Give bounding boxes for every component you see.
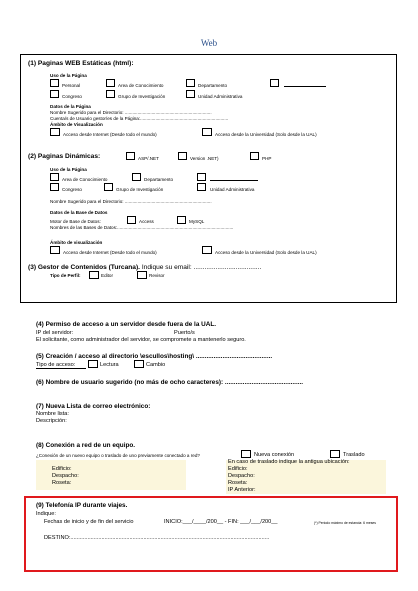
s5-lectura-checkbox[interactable] (88, 360, 98, 368)
s2-title: (2) Paginas Dinámicas: (28, 153, 101, 160)
s2-motor-label: Motor de Base de Datos: (50, 219, 101, 224)
s1-area-checkbox[interactable] (106, 79, 115, 87)
s2-opt-grupo: Grupo de Investigación (116, 187, 164, 192)
s9-inicio-fin-field[interactable]: INICIO:___/____/200__ - FIN: ___/___/200__ (164, 519, 278, 525)
s3-perfil-label: Tipo de Perfil: (50, 273, 81, 278)
s8-question: ¿Conexión de un nuevo equipo o traslado de uno previamente conectado a red? (36, 453, 200, 458)
s2-univ-label: Acceso desde la Universidad (Solo desde la UAL) (215, 250, 317, 255)
s2-bd-title: Datos de la Base de Datos (50, 210, 108, 215)
s8-left-edificio[interactable]: Edificio: (52, 466, 72, 472)
s2-access-checkbox[interactable] (127, 216, 136, 224)
s1-opt-unidad: Unidad Administrativa (198, 94, 243, 99)
s2-grupo-checkbox[interactable] (104, 183, 113, 191)
s1-internet-label: Acceso desde Internet (Desde todo el mundo) (63, 132, 157, 137)
s8-right-edificio[interactable]: Edificio: (228, 466, 248, 472)
s2-access-label: Access (139, 219, 154, 224)
s1-depto-checkbox[interactable] (186, 79, 195, 87)
s5-tipo-underline (36, 368, 86, 369)
s2-opt-area: Area de Conocimiento (62, 177, 108, 182)
s1-univ-label: Acceso desde la Universidad (Solo desde la UAL) (215, 132, 317, 137)
s2-area-checkbox[interactable] (50, 173, 59, 181)
s3-revisor-label: Revisor (149, 273, 165, 278)
s2-php-checkbox[interactable] (250, 152, 259, 160)
s1-ambito-title: Ámbito de Visualización (50, 122, 103, 127)
s8-traslado-label: Traslado (343, 452, 365, 458)
s2-mysql-checkbox[interactable] (177, 216, 186, 224)
s1-univ-checkbox[interactable] (202, 128, 212, 136)
s8-right-title: En caso de traslado indique la antigua ubicación: (228, 459, 350, 465)
s8-left-despacho[interactable]: Despacho: (52, 473, 79, 479)
s8-nueva-checkbox[interactable] (241, 450, 251, 458)
s1-personal-checkbox[interactable] (50, 79, 59, 87)
s5-cambio-label: Cambio (146, 362, 166, 368)
s1-opt-area: Area de Conocimiento (118, 83, 164, 88)
s8-nueva-label: Nueva conexión (254, 452, 295, 458)
s9-fechas-label: Fechas de inicio y de fin del servicio (44, 519, 134, 525)
s8-traslado-checkbox[interactable] (330, 450, 340, 458)
s1-congreso-checkbox[interactable] (50, 90, 59, 98)
s1-unidad-checkbox[interactable] (186, 90, 195, 98)
s1-opt-personal: Personal (62, 83, 81, 88)
s3-editor-checkbox[interactable] (89, 271, 99, 279)
s2-asp-checkbox[interactable] (126, 152, 135, 160)
s2-opt-depto: Departamento (144, 177, 174, 182)
s2-mysql-label: MySQL (189, 219, 205, 224)
s4-title: (4) Permiso de acceso a un servidor desde fuera de la UAL. (36, 321, 217, 328)
s4-puerto-field[interactable]: Puerto/s (174, 330, 195, 336)
s1-datos-title: Datos de la Página (50, 104, 91, 109)
s2-tablas-field[interactable]: Nombres de las Bases de Datos:........................................................................................... (50, 225, 234, 230)
s1-uso-title: Uso de la Página (50, 73, 87, 78)
s8-left-roseta[interactable]: Roseta: (52, 480, 72, 486)
s2-univ-checkbox[interactable] (202, 246, 212, 254)
s2-internet-label: Acceso desde Internet (Desde todo el mundo) (63, 250, 157, 255)
page-header-title: Web (200, 38, 218, 48)
s2-version-label: Version .NET) (190, 156, 219, 161)
s2-other-line[interactable] (210, 180, 258, 181)
s1-opt-congreso: Congreso (62, 94, 82, 99)
s1-opt-depto: Departamento (198, 83, 228, 88)
s4-ip-field[interactable]: IP del servidor: (36, 330, 74, 336)
s3-editor-label: Editor (101, 273, 114, 278)
s2-other-checkbox[interactable] (197, 173, 206, 181)
s5-tipo-label: Tipo de acceso: (36, 362, 76, 368)
s4-note: El solicitante, como administrador del servidor, se compromete a mantenerlo seguro. (36, 337, 246, 343)
s8-title: (8) Conexión a red de un equipo. (36, 442, 136, 449)
s5-lectura-label: Lectura (100, 362, 119, 368)
s1-nombre-field[interactable]: Nombre Sugerido para el Directorio: .................................................................... (50, 110, 212, 115)
s1-opt-grupo: Grupo de Investigación (118, 94, 166, 99)
s1-other-line[interactable] (284, 86, 326, 87)
s7-desc-field[interactable]: Descripción: (36, 418, 67, 424)
s5-cambio-checkbox[interactable] (134, 360, 144, 368)
s9-title: (9) Telefonía IP durante viajes. (36, 502, 128, 509)
s2-opt-congreso: Congreso (62, 187, 82, 192)
s2-nombre-field[interactable]: Nombre Sugerido para el Directorio: .................................................................... (50, 199, 212, 204)
s9-note: (*) Periodo máximo de estancia: 6 meses (314, 521, 376, 525)
s3-title (28, 264, 261, 271)
s8-right-roseta[interactable]: Roseta: (228, 480, 248, 486)
s1-title: (1) Paginas WEB Estáticas (html): (28, 60, 134, 67)
s3-revisor-checkbox[interactable] (137, 271, 147, 279)
s8-right-ip[interactable]: IP Anterior: (228, 487, 256, 493)
s2-opt-unidad: Unidad Administrativa (210, 187, 255, 192)
s1-cuenta-field[interactable]: Cuenta/s de Usuario gestor/es de la Página:..................................................................... (50, 116, 229, 121)
s1-internet-checkbox[interactable] (50, 128, 60, 136)
s3-email-field[interactable]: Indique su email: ..................................... (141, 264, 262, 271)
s7-nombre-field[interactable]: Nombre lista: (36, 411, 69, 417)
s2-depto-checkbox[interactable] (132, 173, 141, 181)
s2-unidad-checkbox[interactable] (197, 183, 206, 191)
s6-title[interactable]: (6) Nombre de usuario sugerido (no más de ocho caracteres): ............................................ (36, 379, 304, 386)
s2-version-checkbox[interactable] (178, 152, 187, 160)
s2-php-label: PHP (262, 156, 272, 161)
s2-asp-label: ASP/.NET (138, 156, 159, 161)
s8-right-despacho[interactable]: Despacho: (228, 473, 255, 479)
s2-internet-checkbox[interactable] (50, 246, 60, 254)
s3-title-text: (3) Gestor de Contenidos (Turcana). (28, 264, 140, 271)
s9-destino-field[interactable]: DESTINO:................................................................................................................................ (44, 535, 270, 541)
s1-other-checkbox[interactable] (270, 79, 279, 87)
s2-uso-title: Uso de la Página (50, 167, 87, 172)
s1-grupo-checkbox[interactable] (106, 90, 115, 98)
s5-title[interactable]: (5) Creación / acceso al directorio \escullos\hosting\ ........................................... (36, 353, 273, 360)
s7-title: (7) Nueva Lista de correo electrónico: (36, 403, 151, 410)
s2-ambito-title: Ámbito de visualización (50, 240, 103, 245)
s2-congreso-checkbox[interactable] (50, 183, 59, 191)
s9-indique: Indique: (36, 511, 56, 517)
